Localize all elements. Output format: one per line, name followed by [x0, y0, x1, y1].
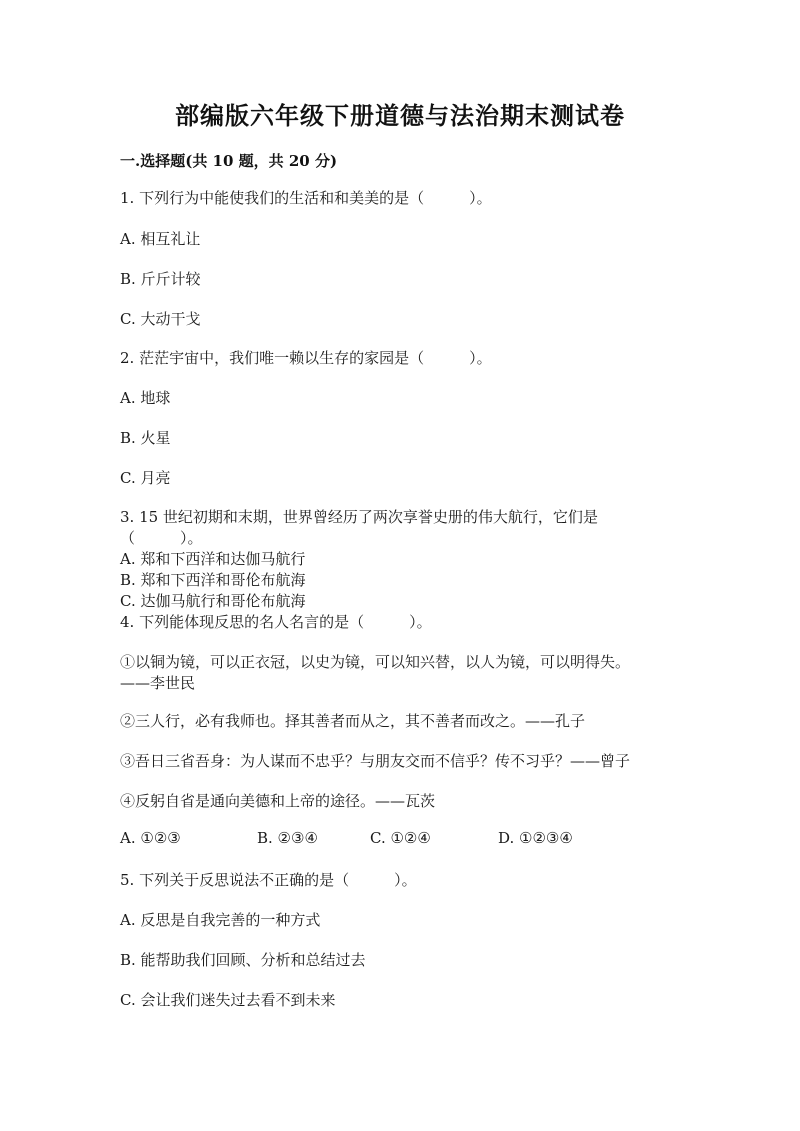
question-3-option-b: B. 郑和下西洋和哥伦布航海: [120, 571, 306, 589]
question-3-option-a: A. 郑和下西洋和达伽马航行: [120, 550, 306, 568]
question-3-option-c: C. 达伽马航行和哥伦布航海: [120, 592, 306, 610]
question-1-option-a: A. 相互礼让: [120, 230, 201, 248]
question-4-quote-1-line2: ——李世民: [120, 674, 196, 692]
question-4-stem: 4. 下列能体现反思的名人名言的是（ ）。: [120, 613, 432, 631]
question-4-quote-3: ③吾日三省吾身：为人谋而不忠乎？与朋友交而不信乎？传不习乎？——曾子: [120, 752, 631, 770]
question-5-option-b: B. 能帮助我们回顾、分析和总结过去: [120, 951, 366, 969]
question-4-quote-2: ②三人行，必有我师也。择其善者而从之，其不善者而改之。——孔子: [120, 712, 586, 730]
question-4-quote-4: ④反躬自省是通向美德和上帝的途径。——瓦茨: [120, 792, 436, 810]
question-4-option-c: C. ①②④: [370, 829, 431, 847]
question-4-option-a: A. ①②③: [120, 829, 181, 847]
question-2-stem: 2. 茫茫宇宙中，我们唯一赖以生存的家园是（ ）。: [120, 349, 492, 367]
question-2-option-c: C. 月亮: [120, 469, 171, 487]
question-2-option-a: A. 地球: [120, 389, 171, 407]
section-heading: 一.选择题(共 10 题，共 20 分): [120, 152, 338, 170]
question-5-option-a: A. 反思是自我完善的一种方式: [120, 911, 321, 929]
question-2-option-b: B. 火星: [120, 429, 171, 447]
page-title: 部编版六年级下册道德与法治期末测试卷: [175, 101, 625, 130]
question-1-stem: 1. 下列行为中能使我们的生活和和美美的是（ ）。: [120, 189, 492, 207]
question-1-option-c: C. 大动干戈: [120, 310, 201, 328]
question-3-stem-line1: 3. 15 世纪初期和末期，世界曾经历了两次享誉史册的伟大航行，它们是: [120, 508, 598, 526]
question-5-option-c: C. 会让我们迷失过去看不到未来: [120, 991, 336, 1009]
question-1-option-b: B. 斤斤计较: [120, 270, 201, 288]
question-4-option-b: B. ②③④: [257, 829, 318, 847]
question-5-stem: 5. 下列关于反思说法不正确的是（ ）。: [120, 871, 417, 889]
question-4-quote-1-line1: ①以铜为镜，可以正衣冠，以史为镜，可以知兴替，以人为镜，可以明得失。: [120, 653, 631, 671]
question-3-stem-line2: （ ）。: [120, 529, 203, 547]
question-4-option-d: D. ①②③④: [498, 829, 573, 847]
